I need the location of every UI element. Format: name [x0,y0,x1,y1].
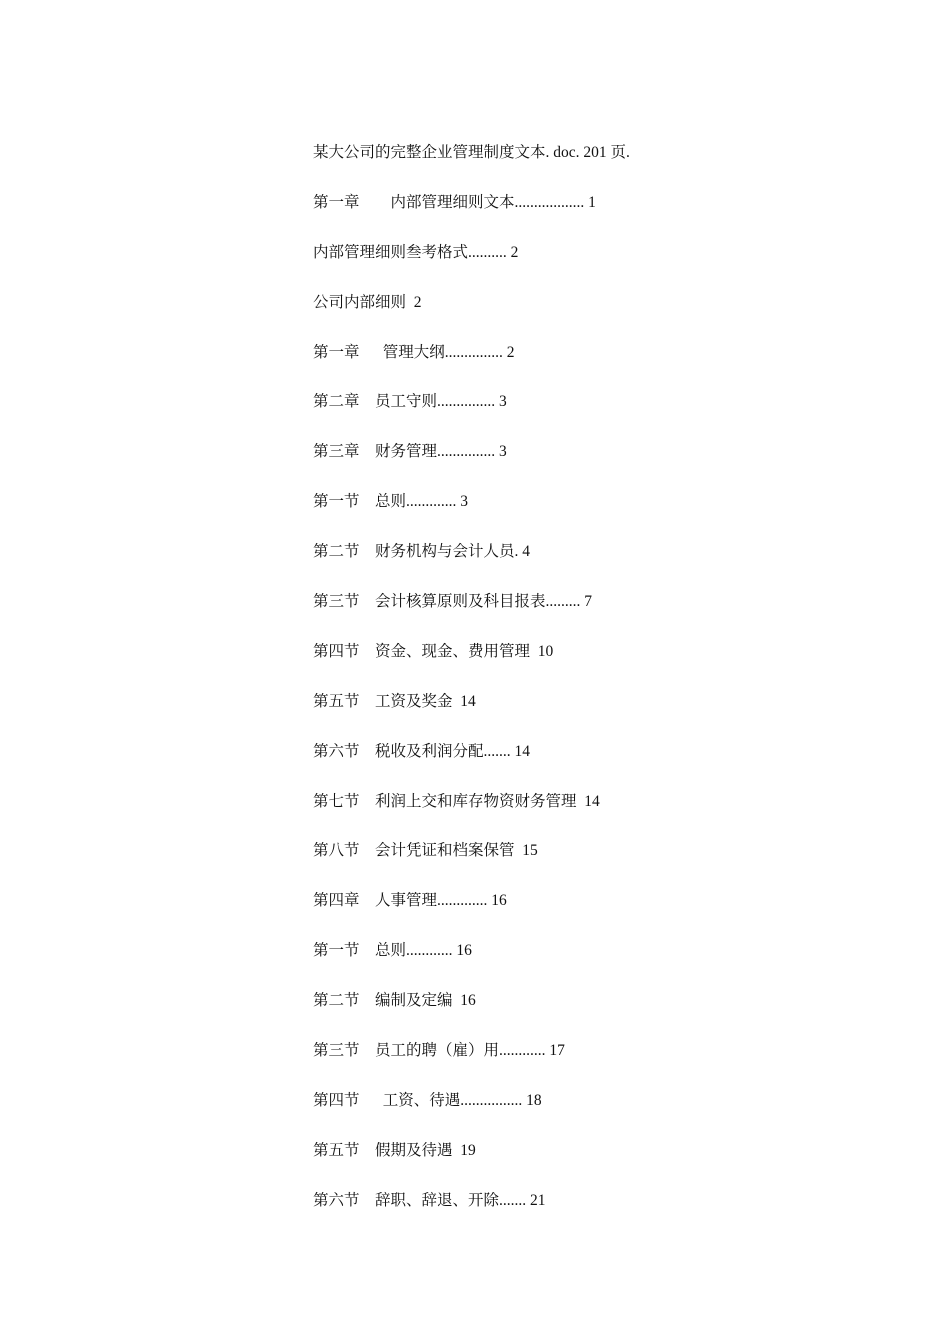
toc-entry: 第七节 利润上交和库存物资财务管理 14 [313,792,600,810]
toc-entry: 第三节 会计核算原则及科目报表......... 7 [313,593,593,611]
toc-entry: 第三节 员工的聘（雇）用............ 17 [313,1042,565,1060]
toc-entry: 第二节 财务机构与会计人员. 4 [313,543,531,561]
table-of-contents [313,142,913,1240]
toc-entry: 第八节 会计凭证和档案保管 15 [313,842,538,860]
toc-entry: 内部管理细则叁考格式.......... 2 [313,243,519,261]
toc-entry: 第二节 编制及定编 16 [313,992,476,1010]
document-title: 某大公司的完整企业管理制度文本. doc. 201 页. [313,144,630,161]
toc-entry: 公司内部细则 2 [313,293,422,311]
toc-entry: 第一节 总则............. 3 [313,493,469,511]
toc-entry: 第一节 总则............ 16 [313,942,472,960]
toc-entry: 第三章 财务管理............... 3 [313,443,507,461]
toc-entry: 第六节 辞职、辞退、开除....... 21 [313,1191,546,1209]
toc-entry: 第二章 员工守则............... 3 [313,393,507,411]
toc-entry: 第一章 内部管理细则文本.................. 1 [313,193,596,211]
toc-entry: 第四章 人事管理............. 16 [313,892,507,910]
toc-entry: 第四节 工资、待遇................ 18 [313,1091,542,1109]
toc-entry: 第四节 资金、现金、费用管理 10 [313,642,554,660]
toc-entry: 第五节 假期及待遇 19 [313,1141,476,1159]
toc-entry: 第五节 工资及奖金 14 [313,692,476,710]
toc-entry: 第六节 税收及利润分配....... 14 [313,742,531,760]
toc-entry: 第一章 管理大纲............... 2 [313,343,515,361]
